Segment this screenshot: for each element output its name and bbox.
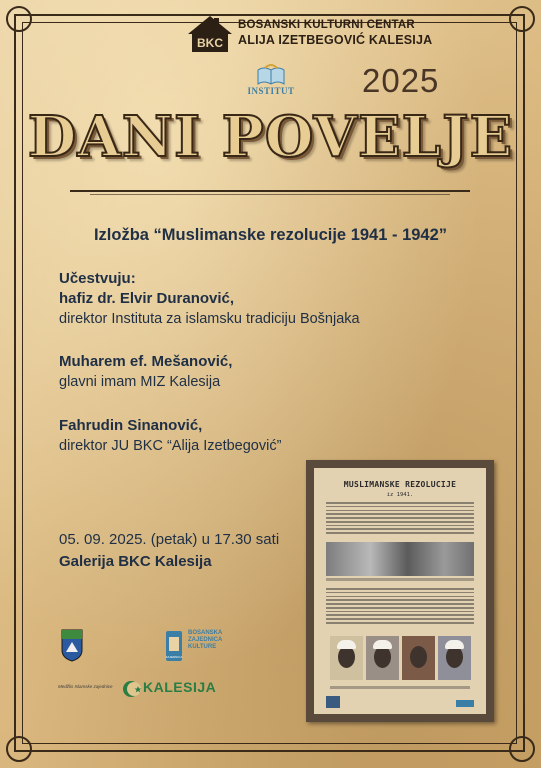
- book-date: iz 1941.: [386, 492, 414, 498]
- bkc-badge-text: BKC: [197, 36, 223, 50]
- photo-caption: [326, 578, 474, 581]
- book-icon: [256, 64, 286, 86]
- book-text-lines: [326, 502, 474, 536]
- participants-heading: Učestvuju:: [59, 270, 136, 287]
- zajednica-line: BOSANSKA: [188, 630, 223, 636]
- crest-icon: [61, 628, 83, 662]
- portraits-row: [330, 636, 470, 680]
- event-year: 2025: [362, 62, 440, 99]
- book-text-lines: [326, 588, 474, 626]
- title-divider: [70, 190, 470, 192]
- participant-role: direktor Instituta za islamsku tradiciju Bošnjaka: [59, 311, 360, 327]
- frame-corner-ornament: [6, 736, 32, 762]
- participant-role: direktor JU BKC “Alija Izetbegović”: [59, 438, 282, 454]
- kalesija-logo-text: KALESIJA: [143, 679, 217, 695]
- frame-corner-ornament: [509, 6, 535, 32]
- portrait-photo: [330, 636, 363, 680]
- zajednica-badge-text: ZAJEDNICA: [165, 655, 183, 659]
- book-cover-image: [306, 460, 494, 722]
- participant-block: [59, 416, 281, 456]
- event-datetime: 05. 09. 2025. (petak) u 17.30 sati: [59, 531, 280, 548]
- exhibition-title: Izložba “Muslimanske rezolucije 1941 - 1942”: [93, 226, 448, 244]
- frame-corner-ornament: [6, 6, 32, 32]
- participant-role: glavni imam MIZ Kalesija: [59, 374, 221, 390]
- portraits-caption: [330, 686, 470, 689]
- institut-logo: [236, 64, 306, 96]
- portrait-photo: [366, 636, 399, 680]
- org-line-2: ALIJA IZETBEGOVIĆ KALESIJA: [238, 33, 433, 47]
- historical-photo: [326, 542, 474, 576]
- event-venue: Galerija BKC Kalesija: [59, 553, 212, 570]
- title-divider-thin: [90, 194, 450, 195]
- mini-institut-logo: [456, 700, 474, 707]
- crescent-star-icon: [121, 678, 143, 700]
- zajednica-line: KULTURE: [188, 644, 217, 650]
- participant-name: Muharem ef. Mešanović,: [59, 353, 233, 370]
- portrait-photo: [438, 636, 471, 680]
- mini-bkc-logo: [326, 696, 340, 708]
- participant-block: [59, 352, 232, 392]
- zajednica-kulture-logo: [164, 629, 184, 663]
- page-title: DANI POVELJE: [27, 104, 514, 170]
- participant-name: Fahrudin Sinanović,: [59, 417, 203, 434]
- participant-name: hafiz dr. Elvir Duranović,: [59, 290, 235, 307]
- zajednica-kulture-text: [188, 630, 222, 651]
- portrait-photo: [402, 636, 435, 680]
- institut-label: INSTITUT: [247, 86, 295, 96]
- islamic-community-caption: Medžlis Islamske zajednice: [58, 684, 113, 689]
- house-icon: [186, 14, 234, 54]
- organization-name: [238, 18, 432, 48]
- book-title: MUSLIMANSKE REZOLUCIJE: [343, 480, 457, 489]
- book-page: [314, 468, 486, 714]
- org-line-1: BOSANSKI KULTURNI CENTAR: [238, 19, 415, 31]
- frame-corner-ornament: [509, 736, 535, 762]
- participants-block: [59, 269, 360, 329]
- zajednica-line: ZAJEDNICA: [188, 637, 223, 643]
